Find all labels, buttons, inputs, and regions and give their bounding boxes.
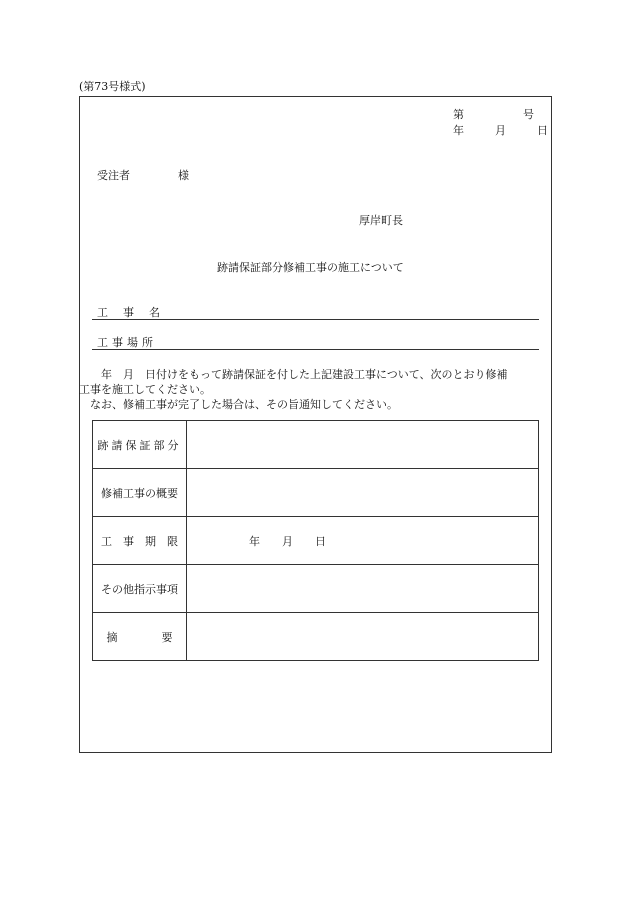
row-label-remarks: 摘 要 bbox=[93, 613, 187, 661]
form-number: (第73号様式) bbox=[79, 80, 146, 93]
row-label-warranty-part: 跡請保証部分 bbox=[93, 421, 187, 469]
row-value-repair-summary bbox=[187, 469, 539, 517]
row-value-warranty-part bbox=[187, 421, 539, 469]
instruction-text bbox=[79, 367, 551, 412]
row-value-deadline: 年 月 日 bbox=[187, 517, 539, 565]
document-number-line: 第 号 bbox=[453, 108, 537, 121]
row-label-repair-summary: 修補工事の概要 bbox=[93, 469, 187, 517]
repair-details-table bbox=[92, 420, 539, 661]
recipient-honorific: 様 bbox=[178, 169, 189, 182]
table-row bbox=[93, 469, 539, 517]
table-row bbox=[93, 613, 539, 661]
instruction-line-3: なお、修補工事が完了した場合は、その旨通知してください。 bbox=[79, 398, 398, 411]
project-name-underline bbox=[92, 319, 539, 320]
recipient-label: 受注者 bbox=[97, 169, 130, 182]
sender-name: 厚岸町長 bbox=[359, 214, 403, 227]
row-value-other-instructions bbox=[187, 565, 539, 613]
project-site-underline bbox=[92, 349, 539, 350]
table-row bbox=[93, 565, 539, 613]
document-title: 跡請保証部分修補工事の施工について bbox=[217, 261, 404, 274]
row-label-deadline: 工 事 期 限 bbox=[93, 517, 187, 565]
instruction-line-2: 工事を施工してください。 bbox=[79, 383, 211, 396]
project-name-label: 工 事 名 bbox=[97, 306, 162, 319]
project-site-label: 工事場所 bbox=[97, 336, 157, 349]
row-label-other-instructions: その他指示事項 bbox=[93, 565, 187, 613]
table-row bbox=[93, 421, 539, 469]
row-value-remarks bbox=[187, 613, 539, 661]
document-date-line: 年 月 日 bbox=[453, 124, 551, 137]
instruction-line-1: 年 月 日付けをもって跡請保証を付した上記建設工事について、次のとおり修補 bbox=[79, 368, 508, 381]
table-row bbox=[93, 517, 539, 565]
